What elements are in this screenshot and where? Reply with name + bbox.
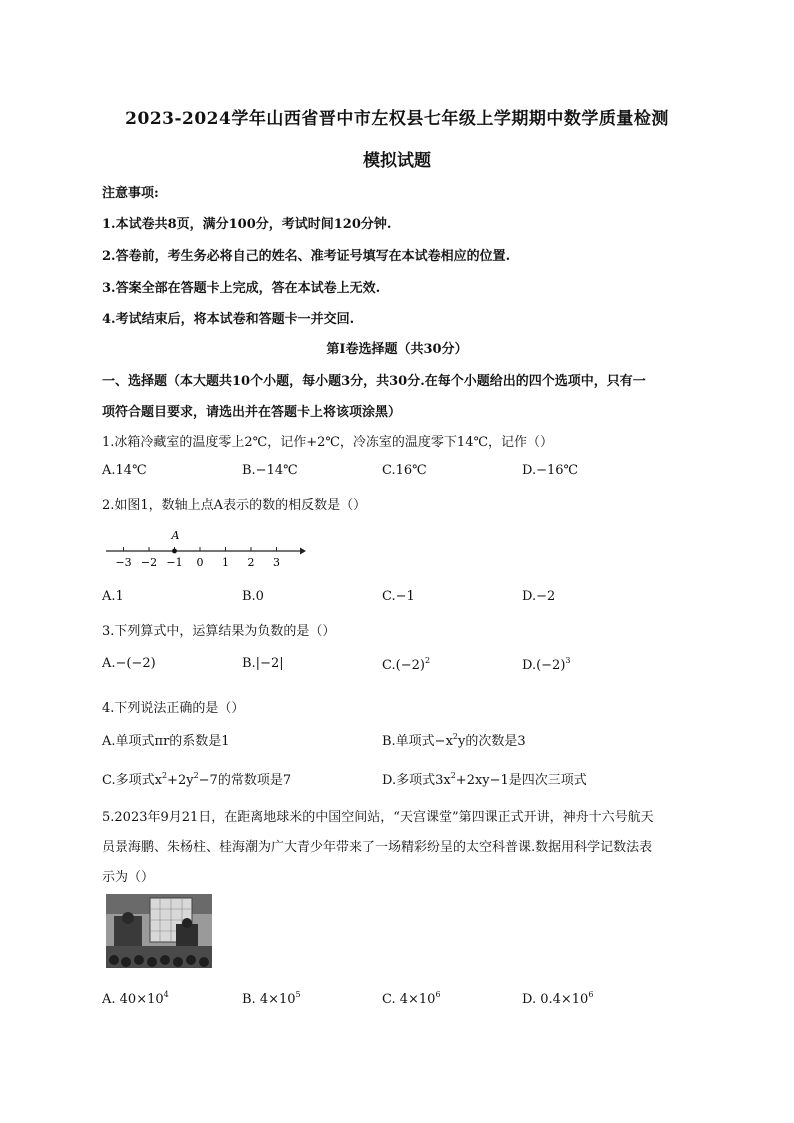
- q3-option-c-base: C.(−2): [382, 658, 425, 673]
- q1-option-b: B.−14℃: [242, 463, 298, 478]
- number-line-tick-label: −2: [140, 556, 158, 569]
- q4-option-a: A.单项式πr的系数是1: [102, 734, 230, 749]
- q3-option-c: [382, 656, 430, 673]
- question-1-stem: 1.冰箱冷藏室的温度零上2℃，记作+2℃，冷冻室的温度零下14℃，记作（）: [102, 435, 554, 450]
- q4-option-c: [102, 769, 291, 788]
- point-a-marker: [172, 549, 177, 554]
- q4-option-c-exponent: 2: [193, 771, 199, 780]
- question-5-stem-line: 员景海鹏、朱杨柱、桂海潮为广大青少年带来了一场精彩纷呈的太空科普课.数据用科学记数法表: [102, 840, 653, 855]
- question-2-stem: 2.如图1，数轴上点A表示的数的相反数是（）: [102, 498, 367, 513]
- q4-option-b-text: y的次数是3: [458, 734, 526, 749]
- q4-option-b-exponent: 2: [452, 732, 459, 741]
- page-subtitle: 模拟试题: [363, 151, 431, 171]
- q4-option-b-text: B.单项式−x: [382, 734, 453, 749]
- number-line-tick-label: −1: [166, 556, 183, 569]
- q3-option-d-base: D.(−2): [522, 658, 566, 673]
- q5-option-d-exponent: 6: [588, 990, 594, 999]
- q5-option-b-base: B. 4×10: [242, 992, 296, 1007]
- question-5-stem-line: 示为（）: [102, 870, 155, 885]
- q5-option-a: [102, 990, 169, 1007]
- number-line-figure: [102, 524, 307, 570]
- question-3-stem: 3.下列算式中，运算结果为负数的是（）: [102, 624, 336, 639]
- q4-option-d-exponent: 2: [450, 771, 456, 780]
- q1-option-c: C.16℃: [382, 463, 427, 478]
- q5-option-b-exponent: 5: [295, 990, 301, 999]
- q4-option-b: [382, 730, 526, 749]
- notice-item: 4.考试结束后，将本试卷和答题卡一并交回.: [102, 312, 355, 327]
- number-line-tick-label: 3: [273, 556, 280, 569]
- q3-option-d: [522, 656, 571, 673]
- q4-option-d-text: D.多项式3x: [382, 773, 451, 788]
- notice-heading: 注意事项:: [102, 186, 159, 201]
- space-lecture-photo: [106, 894, 212, 968]
- part-intro-line: 项符合题目要求，请选出并在答题卡上将该项涂黑）: [102, 405, 402, 420]
- notice-item: 1.本试卷共8页，满分100分，考试时间120分钟.: [102, 217, 392, 232]
- q5-option-c-exponent: 6: [435, 990, 441, 999]
- q5-option-c: [382, 990, 441, 1007]
- q5-option-a-base: A. 40×10: [102, 992, 164, 1007]
- notice-item: 2.答卷前，考生务必将自己的姓名、准考证号填写在本试卷相应的位置.: [102, 249, 511, 264]
- q4-option-c-text: +2y: [167, 773, 194, 788]
- q3-option-c-exponent: 2: [424, 656, 431, 665]
- q2-option-a: A.1: [102, 589, 124, 604]
- q5-option-c-base: C. 4×10: [382, 992, 436, 1007]
- number-line-tick-label: 1: [222, 556, 229, 569]
- q1-option-a: A.14℃: [102, 463, 147, 478]
- q3-option-a: A.−(−2): [102, 656, 156, 671]
- q4-option-d-text: +2xy−1是四次三项式: [455, 773, 587, 788]
- q3-option-b: B.|−2|: [242, 656, 284, 671]
- number-line-tick-label: −3: [115, 556, 132, 569]
- q5-option-d: [522, 990, 593, 1007]
- q4-option-c-text: −7的常数项是7: [198, 773, 292, 788]
- q2-option-b: B.0: [242, 589, 264, 604]
- question-5-stem-line: 5.2023年9月21日，在距离地球米的中国空间站，“天宫课堂”第四课正式开讲，神舟十六号航天: [102, 810, 654, 825]
- q4-option-d: [382, 769, 587, 788]
- q5-option-b: [242, 990, 301, 1007]
- q3-option-d-exponent: 3: [565, 656, 571, 665]
- q2-option-c: C.−1: [382, 589, 415, 604]
- page-title: 2023-2024学年山西省晋中市左权县七年级上学期期中数学质量检测: [125, 109, 669, 129]
- number-line-tick-label: 0: [196, 556, 204, 569]
- q4-option-c-text: C.多项式x: [102, 773, 162, 788]
- notice-item: 3.答案全部在答题卡上完成，答在本试卷上无效.: [102, 281, 381, 296]
- section-title: 第Ⅰ卷选择题（共30分）: [326, 342, 468, 357]
- q4-option-c-exponent: 2: [161, 771, 168, 780]
- number-line-tick-label: 2: [247, 556, 255, 569]
- q2-option-d: D.−2: [522, 589, 556, 604]
- part-intro-line: 一、选择题（本大题共10个小题，每小题3分，共30分.在每个小题给出的四个选项中，只有一: [102, 374, 646, 389]
- q1-option-d: D.−16℃: [522, 463, 579, 478]
- q5-option-a-exponent: 4: [163, 990, 169, 999]
- q5-option-d-base: D. 0.4×10: [522, 992, 589, 1007]
- point-a-label: A: [171, 529, 180, 542]
- question-4-stem: 4.下列说法正确的是（）: [102, 701, 245, 716]
